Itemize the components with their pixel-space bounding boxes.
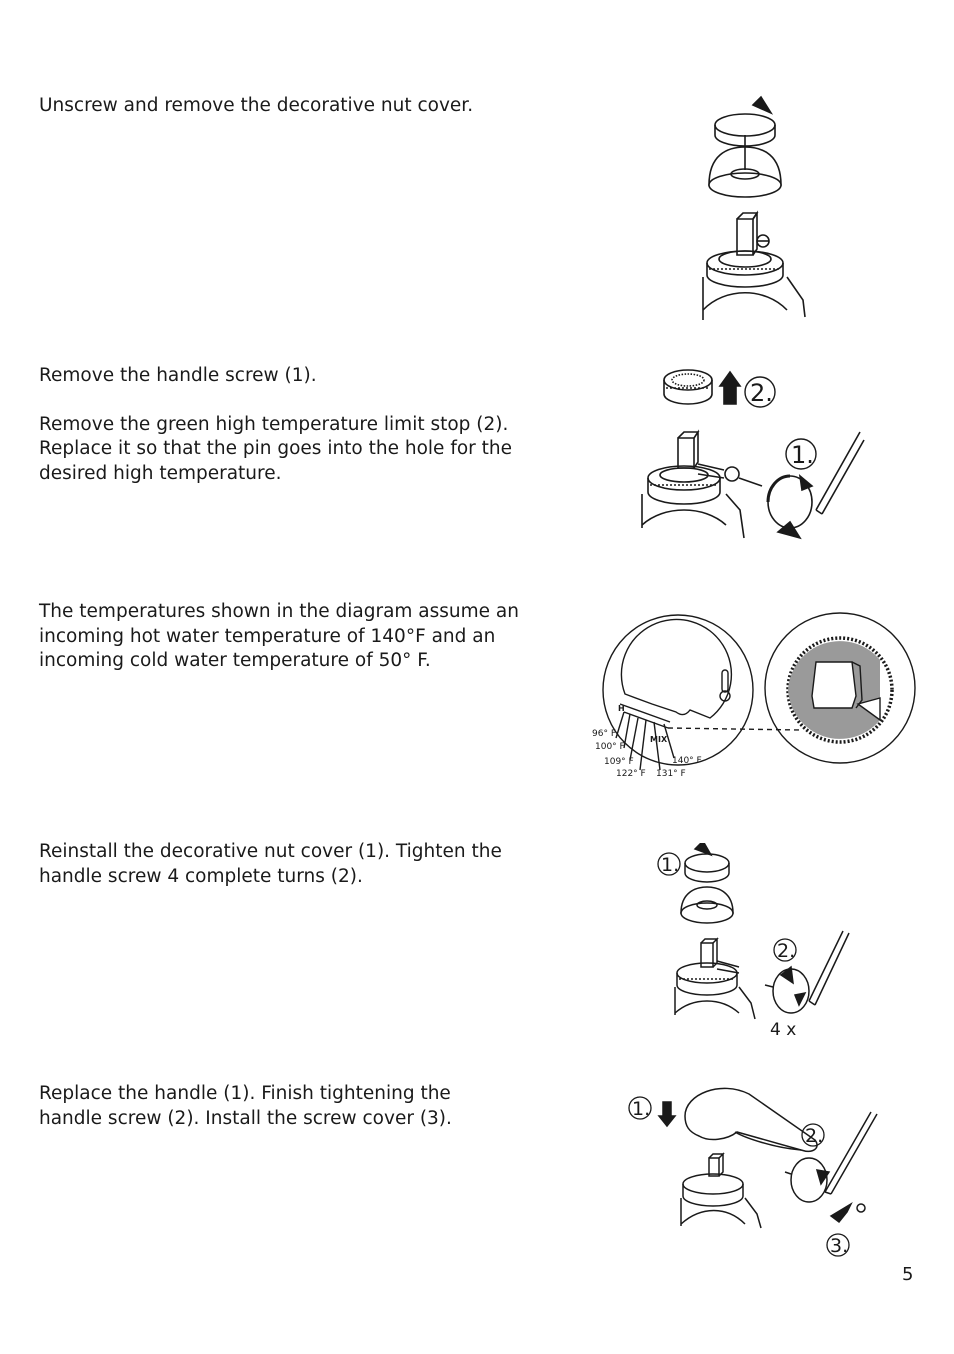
fig5-label-2: 2. — [805, 1125, 824, 1147]
step-4-text — [39, 840, 519, 889]
figure-remove-nut-cover — [695, 95, 810, 320]
fig3-temp-140: 140° F — [672, 756, 702, 766]
page-number: 5 — [902, 1264, 914, 1285]
step-3-paragraph-1: The temperatures shown in the diagram assume an incoming hot water temperature of 140°F and an incoming cold water temperature of 50° F. — [39, 601, 519, 671]
figure-remove-limit-stop — [640, 360, 870, 550]
fig3-temp-122: 122° F — [616, 769, 646, 779]
fig4-label-1: 1. — [661, 854, 680, 876]
fig3-temp-131: 131° F — [656, 769, 686, 779]
fig4-turns-label: 4 x — [770, 1020, 797, 1040]
step-2-paragraph-1: Remove the handle screw (1). — [39, 365, 317, 386]
step-5-text — [39, 1082, 519, 1131]
step-1-paragraph-1: Unscrew and remove the decorative nut cover. — [39, 95, 474, 116]
step-2-paragraph-2: Remove the green high temperature limit stop (2). Replace it so that the pin goes into the hole for the desired high temperature. — [39, 413, 512, 484]
figure-reinstall-nut-cover — [655, 843, 855, 1043]
fig3-hot-label: H — [618, 704, 625, 713]
fig2-label-2: 2. — [750, 379, 773, 407]
fig4-label-2: 2. — [777, 940, 796, 962]
fig3-temp-100: 100° F — [595, 742, 625, 752]
fig2-label-1: 1. — [791, 441, 814, 469]
step-3-text — [39, 600, 519, 674]
figure-replace-handle — [625, 1080, 890, 1265]
fig3-temp-109: 109° F — [604, 757, 634, 767]
fig5-label-1: 1. — [632, 1098, 651, 1120]
step-4-paragraph-1: Reinstall the decorative nut cover (1). Tighten the handle screw 4 complete turns (2). — [39, 841, 502, 887]
step-2-text — [39, 364, 519, 486]
figure-temperature-dial — [590, 600, 920, 785]
step-1-text — [39, 94, 519, 119]
step-5-paragraph-1: Replace the handle (1). Finish tightening the handle screw (2). Install the screw cover (3). — [39, 1083, 452, 1129]
fig5-label-3: 3. — [830, 1235, 849, 1257]
fig3-mix-label: MIX — [650, 735, 668, 744]
fig3-temp-96: 96° F — [592, 729, 616, 739]
